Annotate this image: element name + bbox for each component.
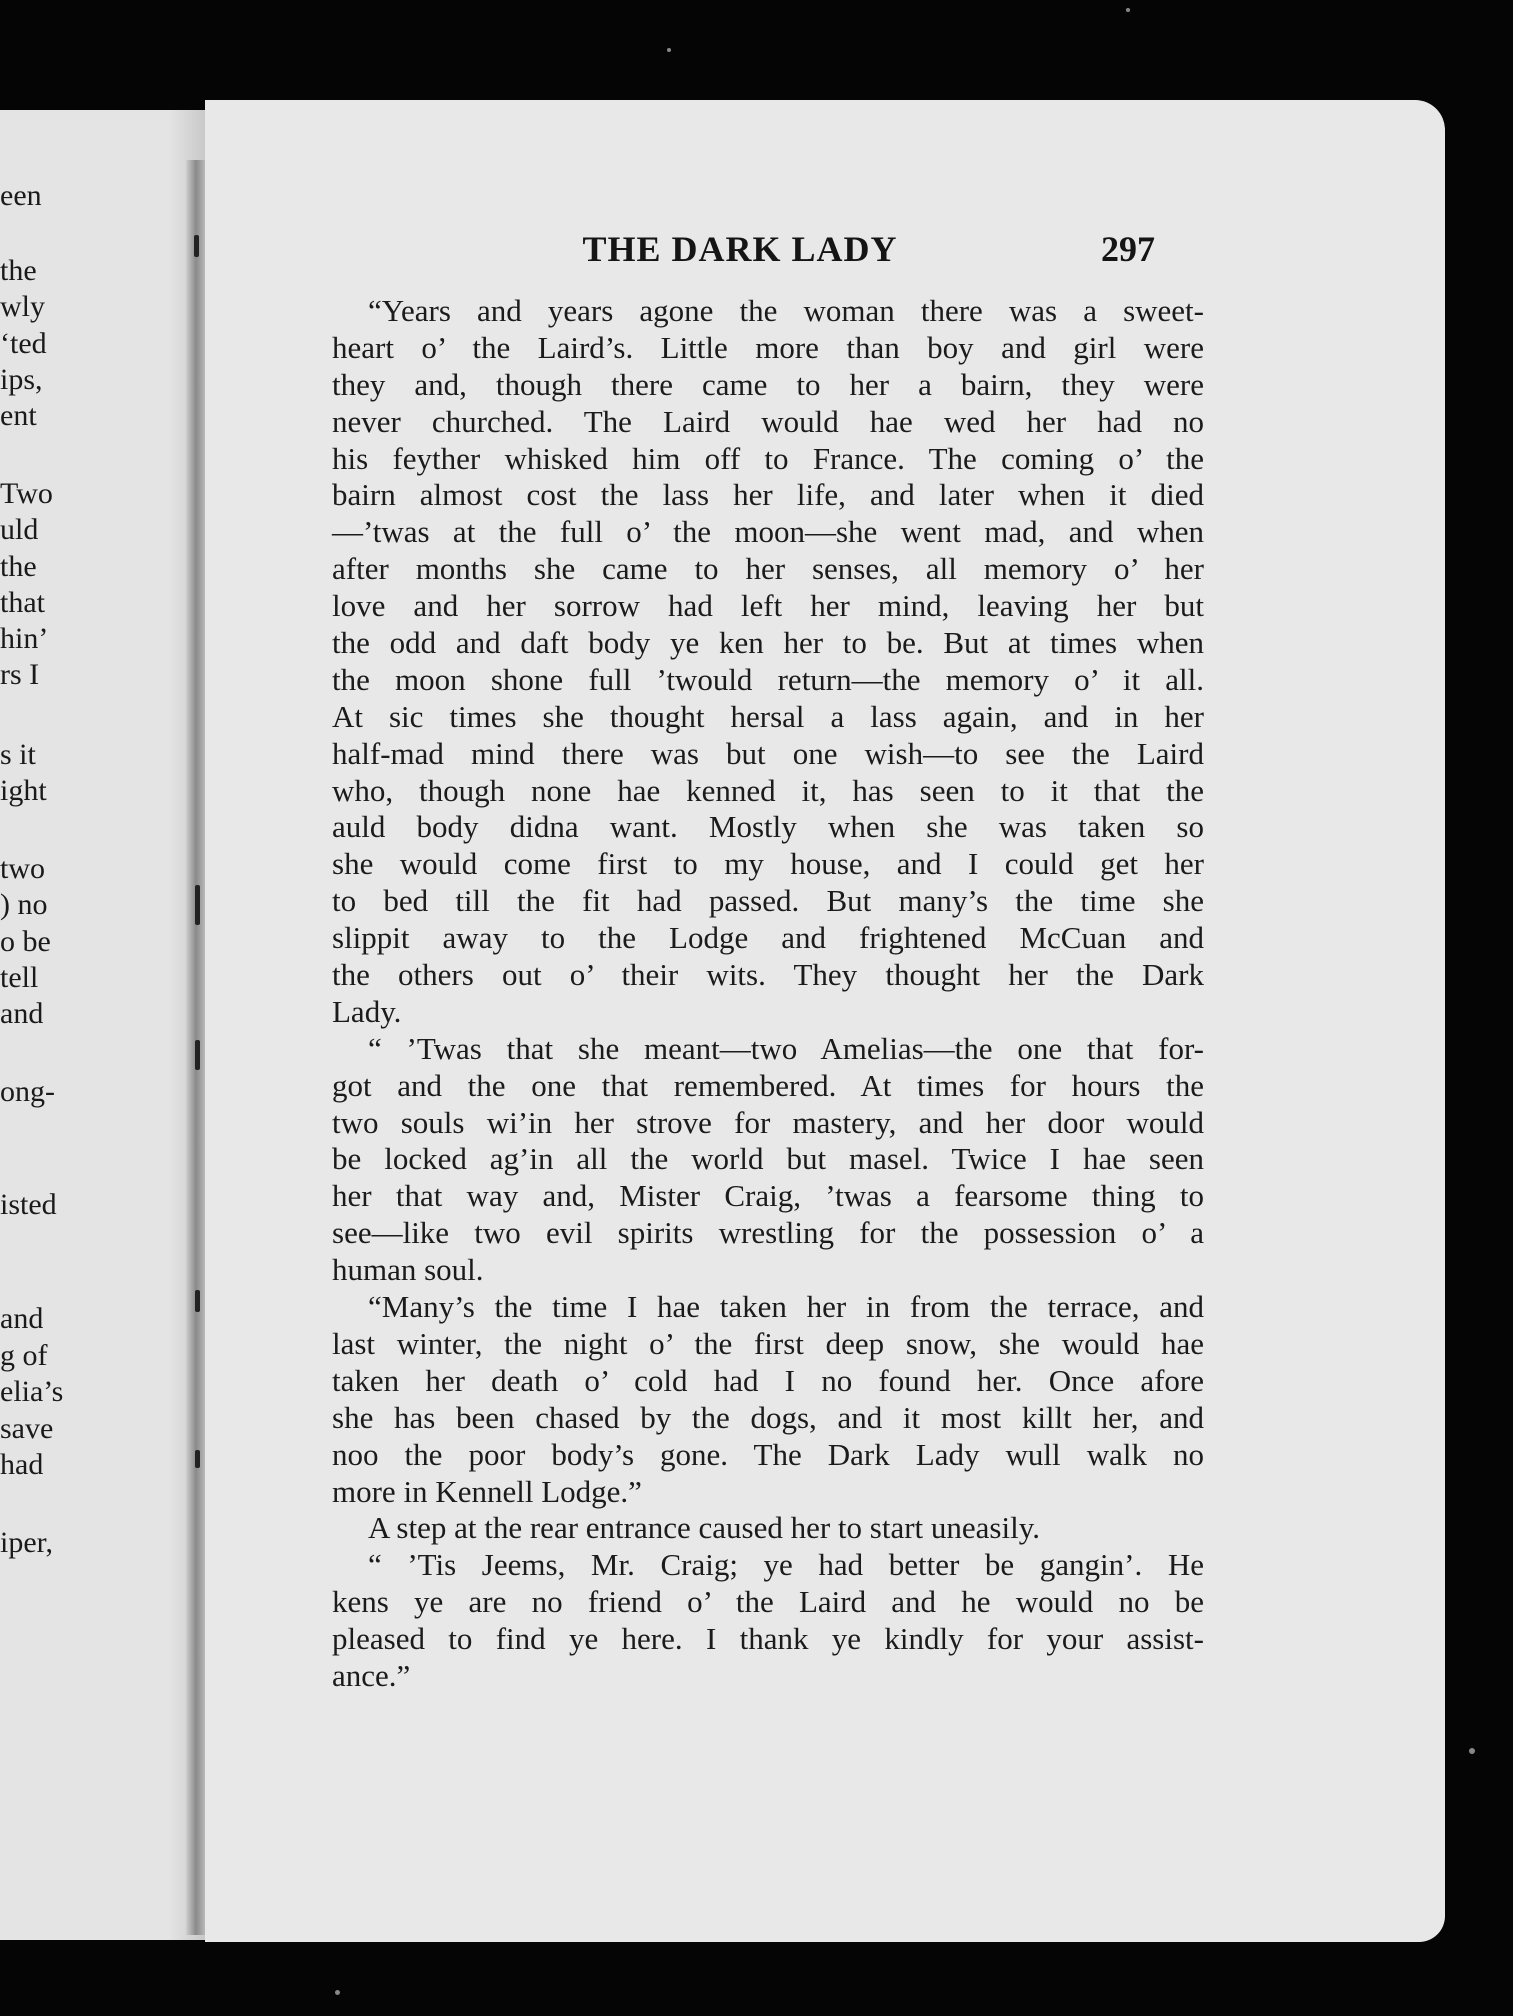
dust-speck: [335, 1990, 340, 1995]
text-line: her that way and, Mister Craig, ’twas a fearsome thing to: [332, 1178, 1204, 1214]
facing-page-line: tell: [0, 961, 39, 994]
text-line: heart o’ the Laird’s. Little more than boy and girl were: [332, 329, 1204, 365]
facing-page-line: g of: [0, 1339, 48, 1372]
text-line: “ ’Twas that she meant—two Amelias—the one that for-: [368, 1030, 1204, 1066]
facing-page-line: ight: [0, 774, 47, 807]
running-head: [325, 228, 1155, 278]
text-line: “Many’s the time I hae taken her in from the terrace, and: [368, 1289, 1204, 1325]
facing-page-line: and: [0, 997, 44, 1030]
text-line: she would come first to my house, and I could get her: [332, 846, 1204, 882]
text-line: Lady.: [332, 993, 402, 1029]
facing-page-line: save: [0, 1412, 54, 1445]
text-line: bairn almost cost the lass her life, and later when it died: [332, 477, 1204, 513]
text-line: to bed till the fit had passed. But many’s the time she: [332, 883, 1204, 919]
facing-page-line: the: [0, 550, 37, 583]
text-line: the moon shone full ’twould return—the memory o’ it all.: [332, 661, 1204, 697]
text-line: the odd and daft body ye ken her to be. But at times when: [332, 625, 1204, 661]
facing-page-line: hin’: [0, 622, 49, 655]
facing-page-line: ent: [0, 399, 37, 432]
text-line: be locked ag’in all the world but masel. Twice I hae seen: [332, 1141, 1204, 1177]
facing-page-line: ) no: [0, 888, 48, 921]
facing-page-line: s it: [0, 738, 36, 771]
text-line: never churched. The Laird would hae wed her had no: [332, 403, 1204, 439]
facing-page-line: Two: [0, 477, 53, 510]
text-line: got and the one that remembered. At times for hours the: [332, 1067, 1204, 1103]
text-line: she has been chased by the dogs, and it most killt her, and: [332, 1399, 1204, 1435]
text-line: At sic times she thought hersal a lass again, and in her: [332, 698, 1204, 734]
dust-speck: [667, 48, 671, 52]
facing-page-line: ong-: [0, 1075, 55, 1108]
book-page: [205, 100, 1445, 1942]
gutter-mark: [195, 1040, 200, 1070]
facing-page-line: had: [0, 1448, 44, 1481]
facing-page-line: two: [0, 852, 45, 885]
text-line: “ ’Tis Jeems, Mr. Craig; ye had better be gangin’. He: [368, 1547, 1204, 1583]
text-line: A step at the rear entrance caused her to start uneasily.: [368, 1510, 1040, 1546]
text-line: —’twas at the full o’ the moon—she went mad, and when: [332, 514, 1204, 550]
text-line: who, though none hae kenned it, has seen to it that the: [332, 772, 1204, 808]
gutter-mark: [195, 1290, 200, 1312]
text-line: human soul.: [332, 1252, 484, 1288]
text-line: “Years and years agone the woman there was a sweet-: [368, 293, 1204, 328]
facing-page-line: rs I: [0, 658, 40, 691]
text-line: noo the poor body’s gone. The Dark Lady wull walk no: [332, 1436, 1204, 1472]
dust-speck: [1126, 8, 1130, 12]
facing-page-line: o be: [0, 925, 51, 958]
text-line: last winter, the night o’ the first deep snow, she would hae: [332, 1325, 1204, 1361]
text-line: slippit away to the Lodge and frightened McCuan and: [332, 920, 1204, 956]
facing-page-line: and: [0, 1302, 44, 1335]
text-line: they and, though there came to her a bairn, they were: [332, 366, 1204, 402]
facing-page-line: iper,: [0, 1526, 53, 1559]
facing-page-line: ips,: [0, 363, 43, 396]
facing-page-line: een: [0, 179, 42, 212]
page-number: 297: [1101, 229, 1155, 269]
text-line: kens ye are no friend o’ the Laird and he would no be: [332, 1584, 1204, 1620]
text-line: love and her sorrow had left her mind, leaving her but: [332, 588, 1204, 624]
text-line: his feyther whisked him off to France. The coming o’ the: [332, 440, 1204, 476]
text-line: taken her death o’ cold had I no found her. Once afore: [332, 1362, 1204, 1398]
body-text: [332, 293, 1204, 1695]
facing-page-line: wly: [0, 290, 45, 323]
text-line: ance.”: [332, 1657, 411, 1693]
facing-page-line: isted: [0, 1188, 57, 1221]
text-line: auld body didna want. Mostly when she was taken so: [332, 809, 1204, 845]
facing-page-line: the: [0, 254, 37, 287]
facing-page-line: that: [0, 586, 45, 619]
dust-speck: [1469, 1748, 1475, 1754]
text-line: the others out o’ their wits. They thought her the Dark: [332, 957, 1204, 993]
gutter-mark: [194, 235, 199, 257]
facing-page-fragment: [0, 110, 205, 1940]
facing-page-line: uld: [0, 513, 39, 546]
text-line: half-mad mind there was but one wish—to see the Laird: [332, 735, 1204, 771]
running-head-title: THE DARK LADY: [582, 229, 898, 269]
text-line: two souls wi’in her strove for mastery, and her door would: [332, 1104, 1204, 1140]
text-line: pleased to find ye here. I thank ye kindly for your assist-: [332, 1621, 1204, 1657]
text-line: more in Kennell Lodge.”: [332, 1473, 642, 1509]
facing-page-line: elia’s: [0, 1375, 64, 1408]
gutter-mark: [195, 1450, 200, 1468]
facing-page-line: ‘ted: [0, 327, 47, 360]
gutter-mark: [195, 885, 200, 925]
text-line: see—like two evil spirits wrestling for the possession o’ a: [332, 1215, 1204, 1251]
text-line: after months she came to her senses, all memory o’ her: [332, 551, 1204, 587]
